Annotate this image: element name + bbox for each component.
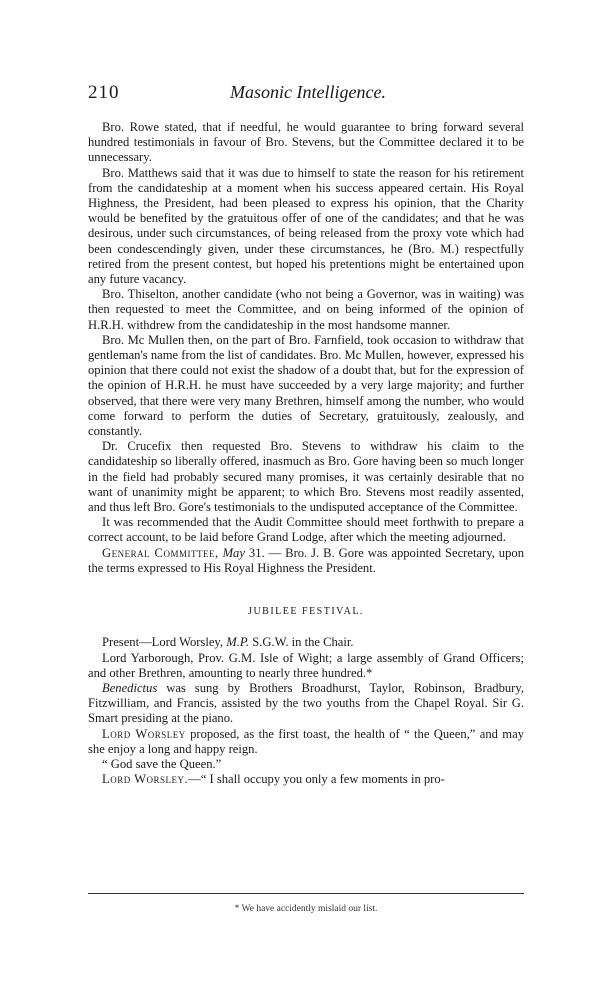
paragraph-toast bbox=[88, 727, 524, 757]
paragraph-text: 31. — Bro. J. B. Gore was appointed Secretary, upon the terms expressed to His Royal Highness the President. bbox=[88, 545, 524, 575]
paragraph: Bro. Mc Mullen then, on the part of Bro. Farnfield, took occasion to withdraw that gentleman's name from the list of candidates. Bro. Mc Mullen, however, expressed his opinion that there could not exist the shadow of a doubt that, but for the expression of the opinion of H.R.H. he must have succeeded by a very large majority; and further observed, that there were very many Brethren, himself among the number, who would come forward to perform the duties of Secretary, gratuitously, zealously, and constantly. bbox=[88, 332, 524, 439]
paragraph: Lord Yarborough, Prov. G.M. Isle of Wight; a large assembly of Grand Officers; and other Brethren, amounting to nearly three hundred.* bbox=[88, 650, 524, 680]
mp-abbrev: M.P. bbox=[226, 635, 250, 650]
paragraph-benedictus bbox=[88, 681, 524, 727]
section-heading: JUBILEE FESTIVAL. bbox=[248, 606, 364, 618]
general-committee-label: General Committee, bbox=[102, 545, 219, 560]
footnote-divider bbox=[88, 893, 524, 894]
footnote: * We have accidently mislaid our list. bbox=[234, 904, 378, 914]
paragraph-general-committee bbox=[88, 546, 524, 576]
paragraph: Bro. Rowe stated, that if needful, he would guarantee to bring forward several hundred testimonials in favour of Bro. Stevens, but the Committee declared it to be unnecessary. bbox=[88, 120, 524, 165]
paragraph: Bro. Matthews said that it was due to himself to state the reason for his retirement from the candidateship at a moment when his success appeared certain. His Royal Highness, the President, had been pleased to express his opinion, that the Charity would be benefited by the gratuitous offer of one of the candidates; and that he was desirous, under such circumstances, of being released from the proxy vote which had been condescendingly given, under these circumstances, he (Bro. M.) respectfully retired from the present contest, but hoped his pretentions might be entertained upon any future vacancy. bbox=[88, 165, 524, 287]
paragraph-text: Present—Lord Worsley, bbox=[102, 635, 227, 650]
body-text bbox=[88, 120, 524, 787]
page-number: 210 bbox=[88, 82, 120, 103]
paragraph-present bbox=[88, 635, 524, 650]
paragraph: “ God save the Queen.” bbox=[102, 756, 222, 771]
benedictus-title: Benedictus bbox=[102, 680, 158, 695]
paragraph-text: S.G.W. in the Chair. bbox=[249, 635, 354, 650]
paragraph-text: proposed, as the first toast, the health of “ the Queen,” and may she enjoy a long and happy reign. bbox=[88, 726, 524, 756]
paragraph-text: was sung by Brothers Broadhurst, Taylor, Robinson, Bradbury, Fitzwilliam, and Francis, assisted by the two youths from the Chapel Royal. Sir G. Smart presiding at the piano. bbox=[88, 680, 524, 726]
paragraph-text: —“ I shall occupy you only a few moments in pro- bbox=[188, 772, 445, 787]
speaker-name: Lord Worsley. bbox=[102, 772, 189, 787]
speaker-name: Lord Worsley bbox=[102, 726, 186, 741]
running-title: Masonic Intelligence. bbox=[230, 82, 386, 102]
paragraph: Bro. Thiselton, another candidate (who not being a Governor, was in waiting) was then requested to meet the Committee, and on being informed of the opinion of H.R.H. withdrew from the candidateship in the most handsome manner. bbox=[88, 287, 524, 332]
page-header bbox=[88, 82, 528, 108]
date-month: May bbox=[222, 545, 245, 560]
paragraph: Dr. Crucefix then requested Bro. Stevens to withdraw his claim to the candidateship so liberally offered, inasmuch as Bro. Gore having been so much longer in the field had probably secured many promises, it was certainly desirable that no want of unanimity might be apparent; to which Bro. Stevens most readily assented, and thus left Bro. Gore's testimonials to the undisputed acceptance of the Committee. bbox=[88, 439, 524, 515]
paragraph: It was recommended that the Audit Committee should meet forthwith to prepare a correct account, to be laid before Grand Lodge, after which the meeting adjourned. bbox=[88, 515, 524, 545]
paragraph-speech bbox=[88, 772, 524, 787]
